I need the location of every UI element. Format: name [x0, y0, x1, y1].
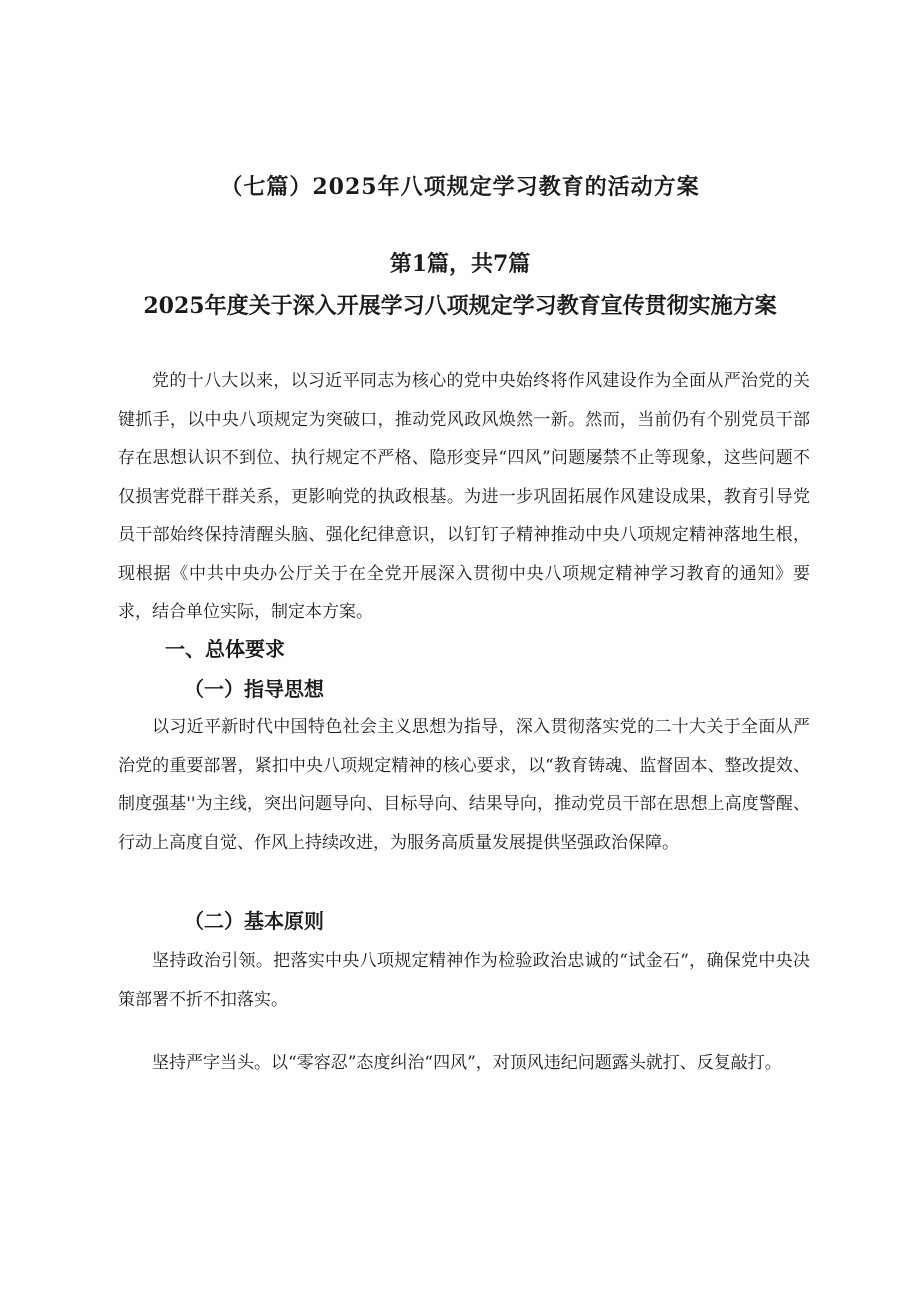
- principle-strictness-paragraph: 坚持严字当头。以“零容忍”态度纠治“四风”，对顶风违纪问题露头就打、反复敲打。: [152, 1053, 782, 1073]
- section-heading-general-requirements: 一、总体要求: [165, 637, 285, 661]
- guiding-ideology-paragraph: 以习近平新时代中国特色社会主义思想为指导，深入贯彻落实党的二十大关于全面从严治党的重要部署，紧扣中央八项规定精神的核心要求，以“教育铸魂、监督固本、整改提效、制度强基''为主线，突出问题导向、目标导向、结果导向，推动党员干部在思想上高度警醒、行动上高度自觉、作风上持续改进，为服务高质量发展提供坚强政治保障。: [118, 717, 810, 853]
- document-title: 2025年度关于深入开展学习八项规定学习教育宣传贯彻实施方案: [143, 293, 777, 319]
- subsection-heading-guiding-ideology: （一）指导思想: [184, 677, 324, 701]
- part-label: 第1篇，共7篇: [389, 251, 531, 277]
- subsection-heading-basic-principles: （二）基本原则: [184, 909, 324, 933]
- principle-political-leadership-paragraph: 坚持政治引领。把落实中央八项规定精神作为检验政治忠诚的“试金石“，确保党中央决策部署不折不扣落实。: [118, 951, 810, 1010]
- intro-paragraph: 党的十八大以来，以习近平同志为核心的党中央始终将作风建设作为全面从严治党的关键抓手，以中央八项规定为突破口，推动党风政风焕然一新。然而，当前仍有个别党员干部存在思想认识不到位、执行规定不严格、隐形变异“四风”问题屡禁不止等现象，这些问题不仅损害党群干群关系，更影响党的执政根基。为进一步巩固拓展作风建设成果，教育引导党员干部始终保持清醒头脑、强化纪律意识，以钉钉子精神推动中央八项规定精神落地生根，现根据《中共中央办公厅关于在全党开展深入贯彻中央八项规定精神学习教育的通知》要求，结合单位实际，制定本方案。: [118, 371, 810, 622]
- main-title: （七篇）2025年八项规定学习教育的活动方案: [220, 174, 700, 200]
